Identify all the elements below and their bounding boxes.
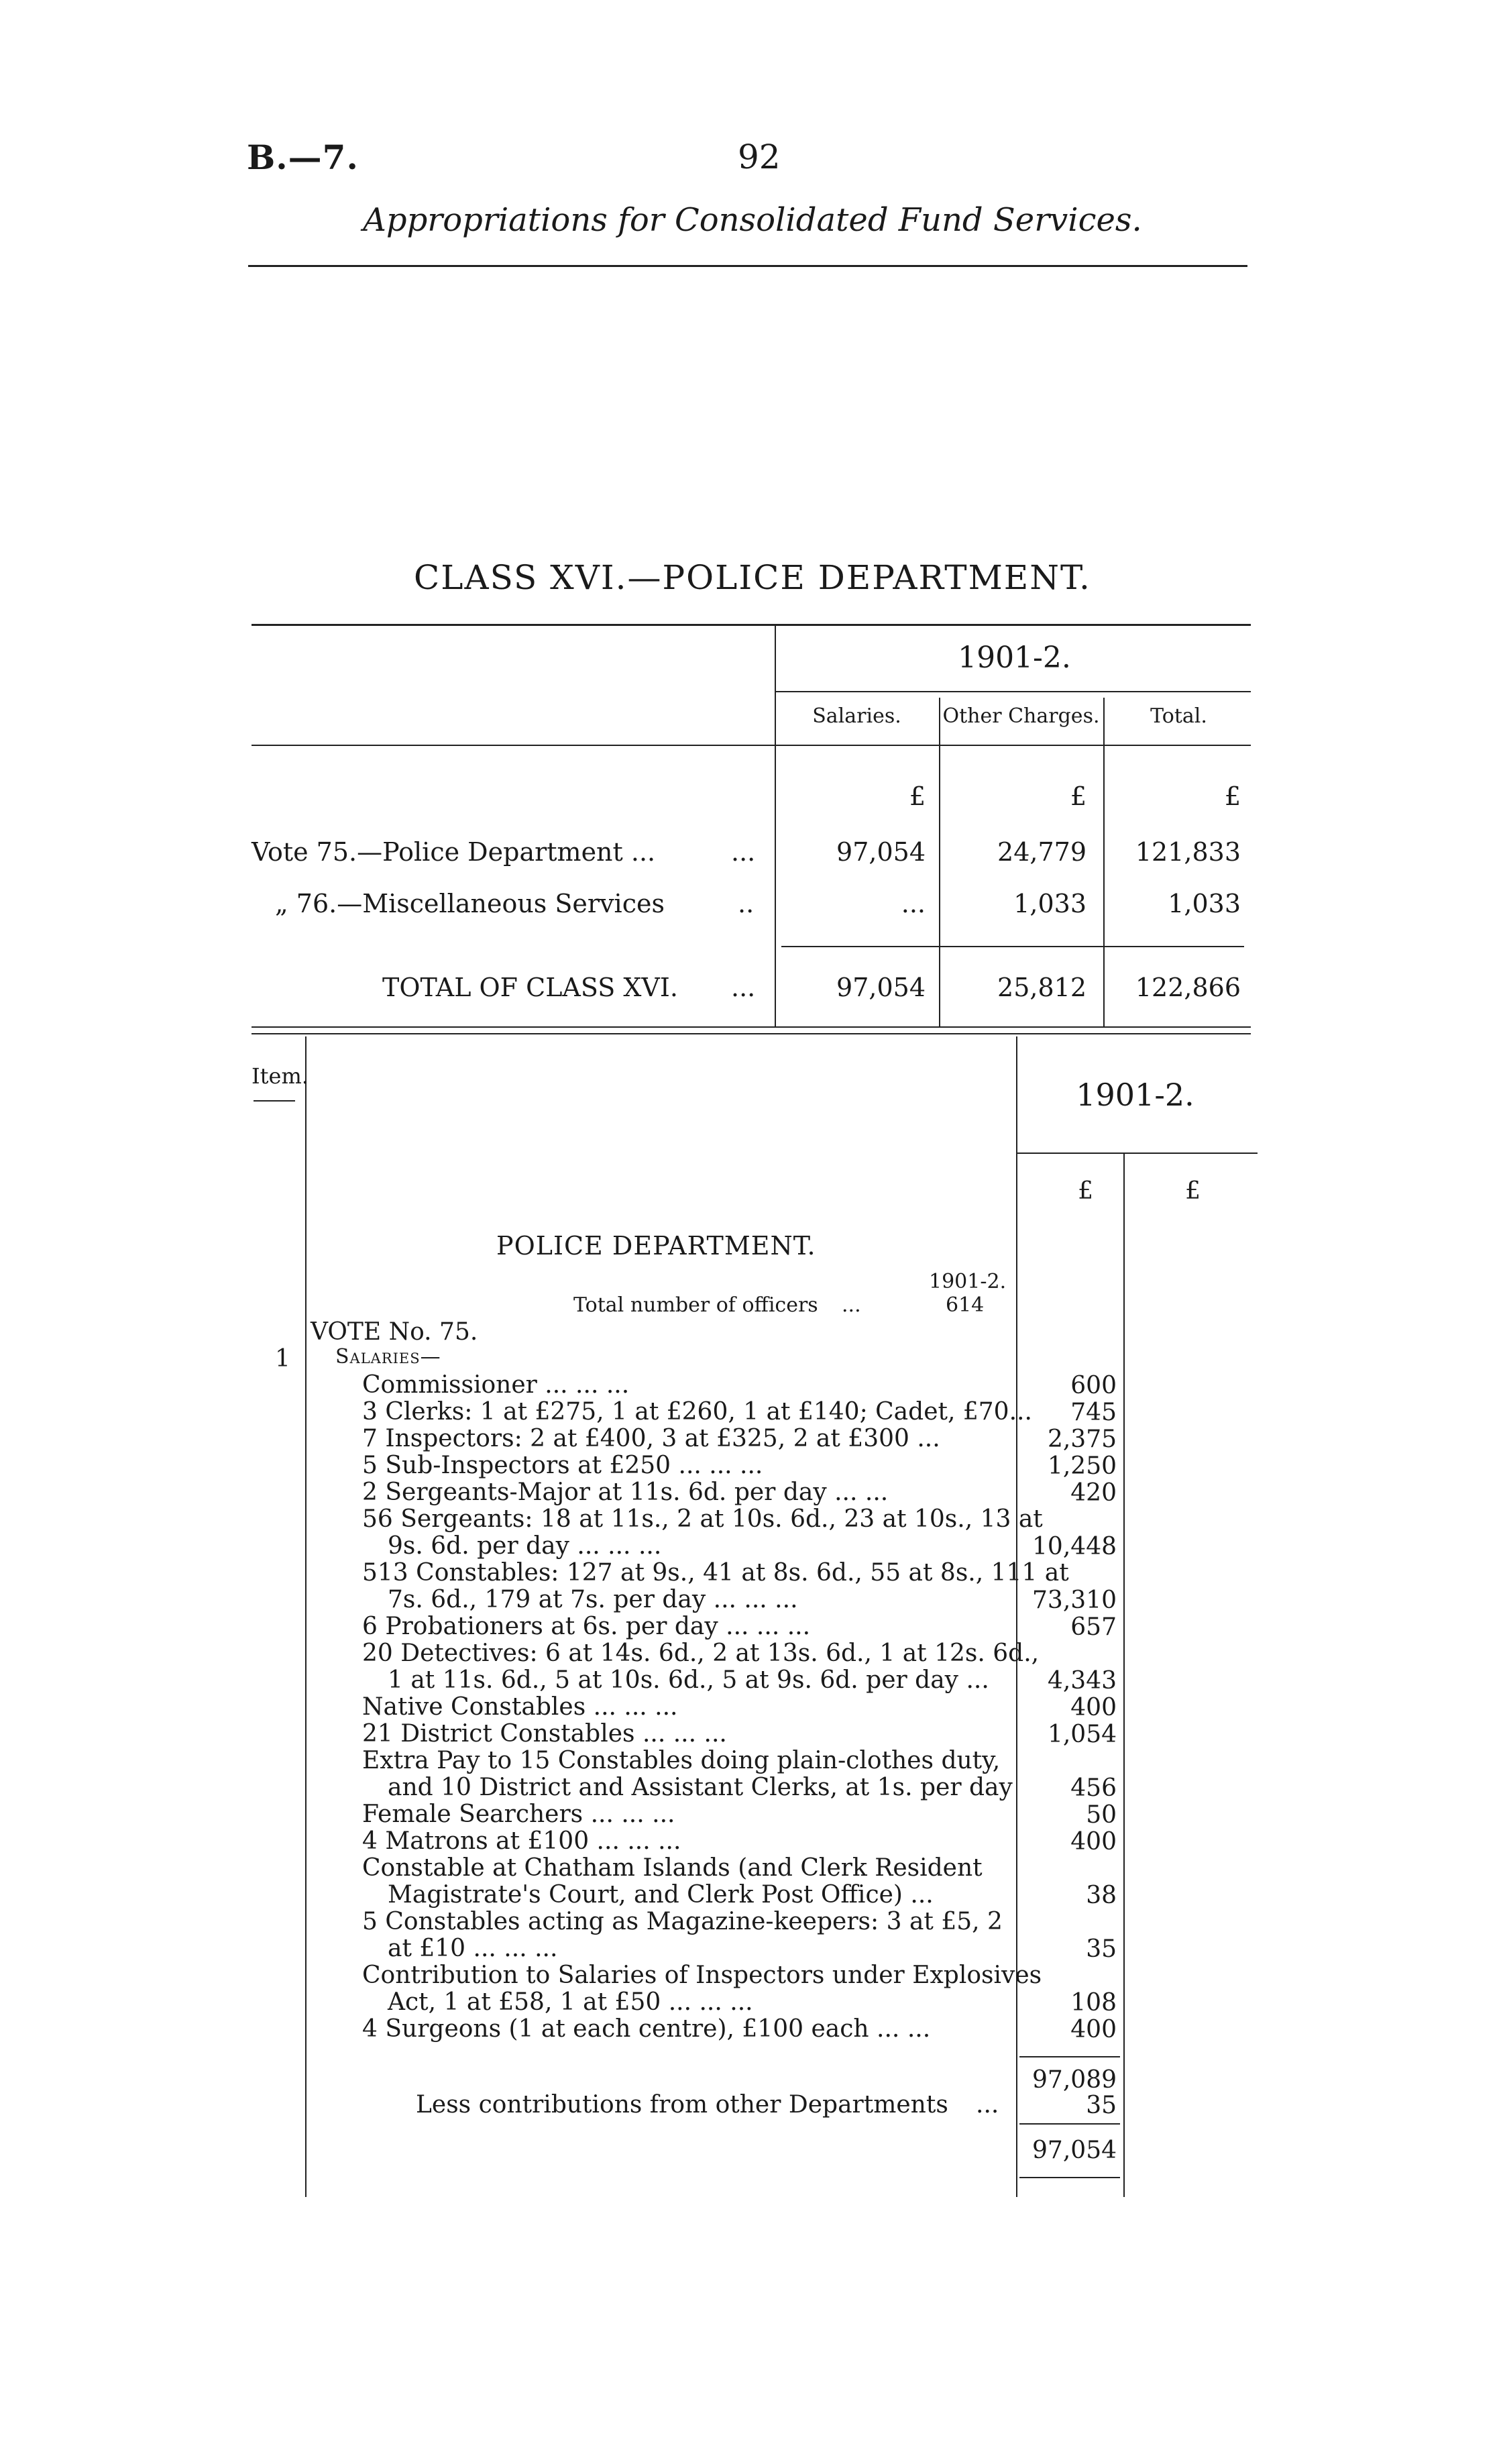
line-item-text: 513 Constables: 127 at 9s., 41 at 8s. 6d., 55 at 8s., 111 at xyxy=(362,1559,1069,1587)
summary-col-divider-2 xyxy=(1103,698,1105,1026)
less-contributions-dots: ... xyxy=(976,2091,999,2119)
line-item-text: 4 Surgeons (1 at each centre), £100 each ... ... xyxy=(362,2015,931,2043)
line-item-text: 7 Inspectors: 2 at £400, 3 at £325, 2 at £300 ... xyxy=(362,1425,940,1452)
summary-row-label: Vote 75.—Police Department ... xyxy=(252,837,656,867)
line-item-text: 4 Matrons at £100 ... ... ... xyxy=(362,1827,681,1855)
summary-total-dots: ... xyxy=(731,973,756,1002)
line-item-text: Female Searchers ... ... ... xyxy=(362,1801,675,1828)
summary-total-other: 25,812 xyxy=(997,973,1086,1002)
line-item-text: 9s. 6d. per day ... ... ... xyxy=(388,1532,662,1560)
vote-heading: VOTE No. 75. xyxy=(311,1318,478,1346)
line-item-amount: 73,310 xyxy=(1032,1587,1117,1614)
summary-bottom-rule-1 xyxy=(252,1026,1251,1028)
less-contributions-label: Less contributions from other Departments xyxy=(416,2091,948,2119)
currency-right: £ xyxy=(1185,1177,1201,1205)
line-item-amount: 400 xyxy=(1070,1694,1117,1721)
line-item-text: Contribution to Salaries of Inspectors under Explosives xyxy=(362,1962,1042,1989)
net-total-rule-bottom xyxy=(1019,2177,1120,2178)
summary-row-total: 1,033 xyxy=(1168,889,1241,918)
line-item-amount: 400 xyxy=(1070,1828,1117,1856)
second-amount-column-rule xyxy=(1123,1154,1125,2197)
summary-row-dots: ... xyxy=(731,837,756,867)
summary-total-total: 122,866 xyxy=(1135,973,1241,1002)
summary-header-rule xyxy=(252,745,1251,746)
officers-label: Total number of officers xyxy=(573,1293,818,1317)
summary-row-label: „ 76.—Miscellaneous Services xyxy=(275,889,665,918)
line-item-text: 56 Sergeants: 18 at 11s., 2 at 10s. 6d., 23 at 10s., 13 at xyxy=(362,1505,1043,1533)
currency-left: £ xyxy=(1078,1177,1093,1205)
summary-year: 1901-2. xyxy=(958,641,1071,675)
column-header-total: Total. xyxy=(1150,704,1207,728)
line-item-text: Extra Pay to 15 Constables doing plain-clothes duty, xyxy=(362,1747,1001,1774)
document-reference: B.—7. xyxy=(247,138,359,177)
subtotal-rule xyxy=(1019,2056,1120,2057)
line-item-amount: 456 xyxy=(1070,1774,1117,1802)
line-item-amount: 4,343 xyxy=(1047,1667,1117,1695)
salaries-heading: Salaries— xyxy=(335,1345,441,1369)
line-item-amount: 600 xyxy=(1070,1372,1117,1399)
currency-total: £ xyxy=(1224,782,1241,811)
page-title: Appropriations for Consolidated Fund Services. xyxy=(363,201,1142,239)
summary-row-salaries: ... xyxy=(901,889,926,918)
summary-row-other: 24,779 xyxy=(997,837,1086,867)
item-number: 1 xyxy=(275,1345,290,1373)
line-item-amount: 657 xyxy=(1070,1613,1117,1641)
items-year-rule xyxy=(1016,1153,1258,1154)
line-item-amount: 10,448 xyxy=(1032,1533,1117,1560)
summary-row-other: 1,033 xyxy=(1013,889,1086,918)
line-item-amount: 420 xyxy=(1070,1479,1117,1507)
line-item-text: 6 Probationers at 6s. per day ... ... ... xyxy=(362,1613,811,1640)
page-number: 92 xyxy=(738,138,781,176)
net-total-amount: 97,054 xyxy=(1032,2137,1117,2164)
line-item-text: Commissioner ... ... ... xyxy=(362,1371,630,1399)
item-column-header: Item. xyxy=(252,1063,309,1089)
line-item-amount: 35 xyxy=(1086,1935,1117,1963)
line-item-text: Act, 1 at £58, 1 at £50 ... ... ... xyxy=(388,1988,753,2016)
item-header-rule xyxy=(254,1100,295,1102)
summary-top-rule xyxy=(252,624,1251,626)
summary-col-divider-1 xyxy=(939,698,940,1026)
line-item-text: 7s. 6d., 179 at 7s. per day ... ... ... xyxy=(388,1586,798,1613)
line-item-text: 1 at 11s. 6d., 5 at 10s. 6d., 5 at 9s. 6d. per day ... xyxy=(388,1666,989,1694)
currency-other: £ xyxy=(1070,782,1086,811)
line-item-amount: 1,250 xyxy=(1047,1452,1117,1480)
line-item-text: 3 Clerks: 1 at £275, 1 at £260, 1 at £140; Cadet, £70... xyxy=(362,1398,1032,1426)
summary-row-salaries: 97,054 xyxy=(836,837,926,867)
summary-total-rule xyxy=(781,946,1244,947)
net-total-rule-top xyxy=(1019,2123,1120,2125)
officers-count: 614 xyxy=(946,1293,985,1317)
line-item-text: 2 Sergeants-Major at 11s. 6d. per day ... ... xyxy=(362,1479,889,1506)
summary-divider xyxy=(775,624,776,1026)
line-item-text: Magistrate's Court, and Clerk Post Office) ... xyxy=(388,1881,934,1909)
department-title: POLICE DEPARTMENT. xyxy=(496,1231,816,1261)
line-item-amount: 2,375 xyxy=(1047,1426,1117,1453)
summary-bottom-rule-2 xyxy=(252,1033,1251,1034)
item-column-rule xyxy=(305,1036,306,2197)
column-header-other-charges: Other Charges. xyxy=(942,704,1100,728)
line-item-amount: 745 xyxy=(1070,1399,1117,1426)
line-item-text: 5 Sub-Inspectors at £250 ... ... ... xyxy=(362,1452,763,1479)
items-year: 1901-2. xyxy=(1076,1077,1194,1113)
line-item-text: at £10 ... ... ... xyxy=(388,1935,558,1962)
summary-total-label: TOTAL OF CLASS XVI. xyxy=(382,973,678,1002)
line-item-text: Native Constables ... ... ... xyxy=(362,1693,678,1721)
column-header-salaries: Salaries. xyxy=(812,704,901,728)
subtotal-amount: 97,089 xyxy=(1032,2066,1117,2094)
summary-row-total: 121,833 xyxy=(1135,837,1241,867)
officers-year: 1901-2. xyxy=(929,1270,1007,1293)
line-item-amount: 108 xyxy=(1070,1989,1117,2017)
line-item-amount: 38 xyxy=(1086,1882,1117,1909)
line-item-text: 5 Constables acting as Magazine-keepers: 3 at £5, 2 xyxy=(362,1908,1003,1935)
less-contributions-amount: 35 xyxy=(1086,2092,1117,2119)
currency-salaries: £ xyxy=(909,782,926,811)
summary-row-dots: .. xyxy=(738,889,755,918)
summary-total-salaries: 97,054 xyxy=(836,973,926,1002)
line-item-amount: 400 xyxy=(1070,2016,1117,2043)
line-item-text: 20 Detectives: 6 at 14s. 6d., 2 at 13s. 6d., 1 at 12s. 6d., xyxy=(362,1640,1040,1667)
line-item-text: 21 District Constables ... ... ... xyxy=(362,1720,727,1748)
line-item-amount: 50 xyxy=(1086,1801,1117,1829)
line-item-amount: 1,054 xyxy=(1047,1721,1117,1748)
header-rule xyxy=(248,265,1247,267)
class-title: CLASS XVI.—POLICE DEPARTMENT. xyxy=(414,558,1091,597)
summary-year-rule xyxy=(775,691,1251,692)
line-item-text: and 10 District and Assistant Clerks, at 1s. per day xyxy=(388,1774,1013,1801)
line-item-text: Constable at Chatham Islands (and Clerk Resident xyxy=(362,1854,983,1882)
officers-dots: ... xyxy=(842,1293,861,1317)
